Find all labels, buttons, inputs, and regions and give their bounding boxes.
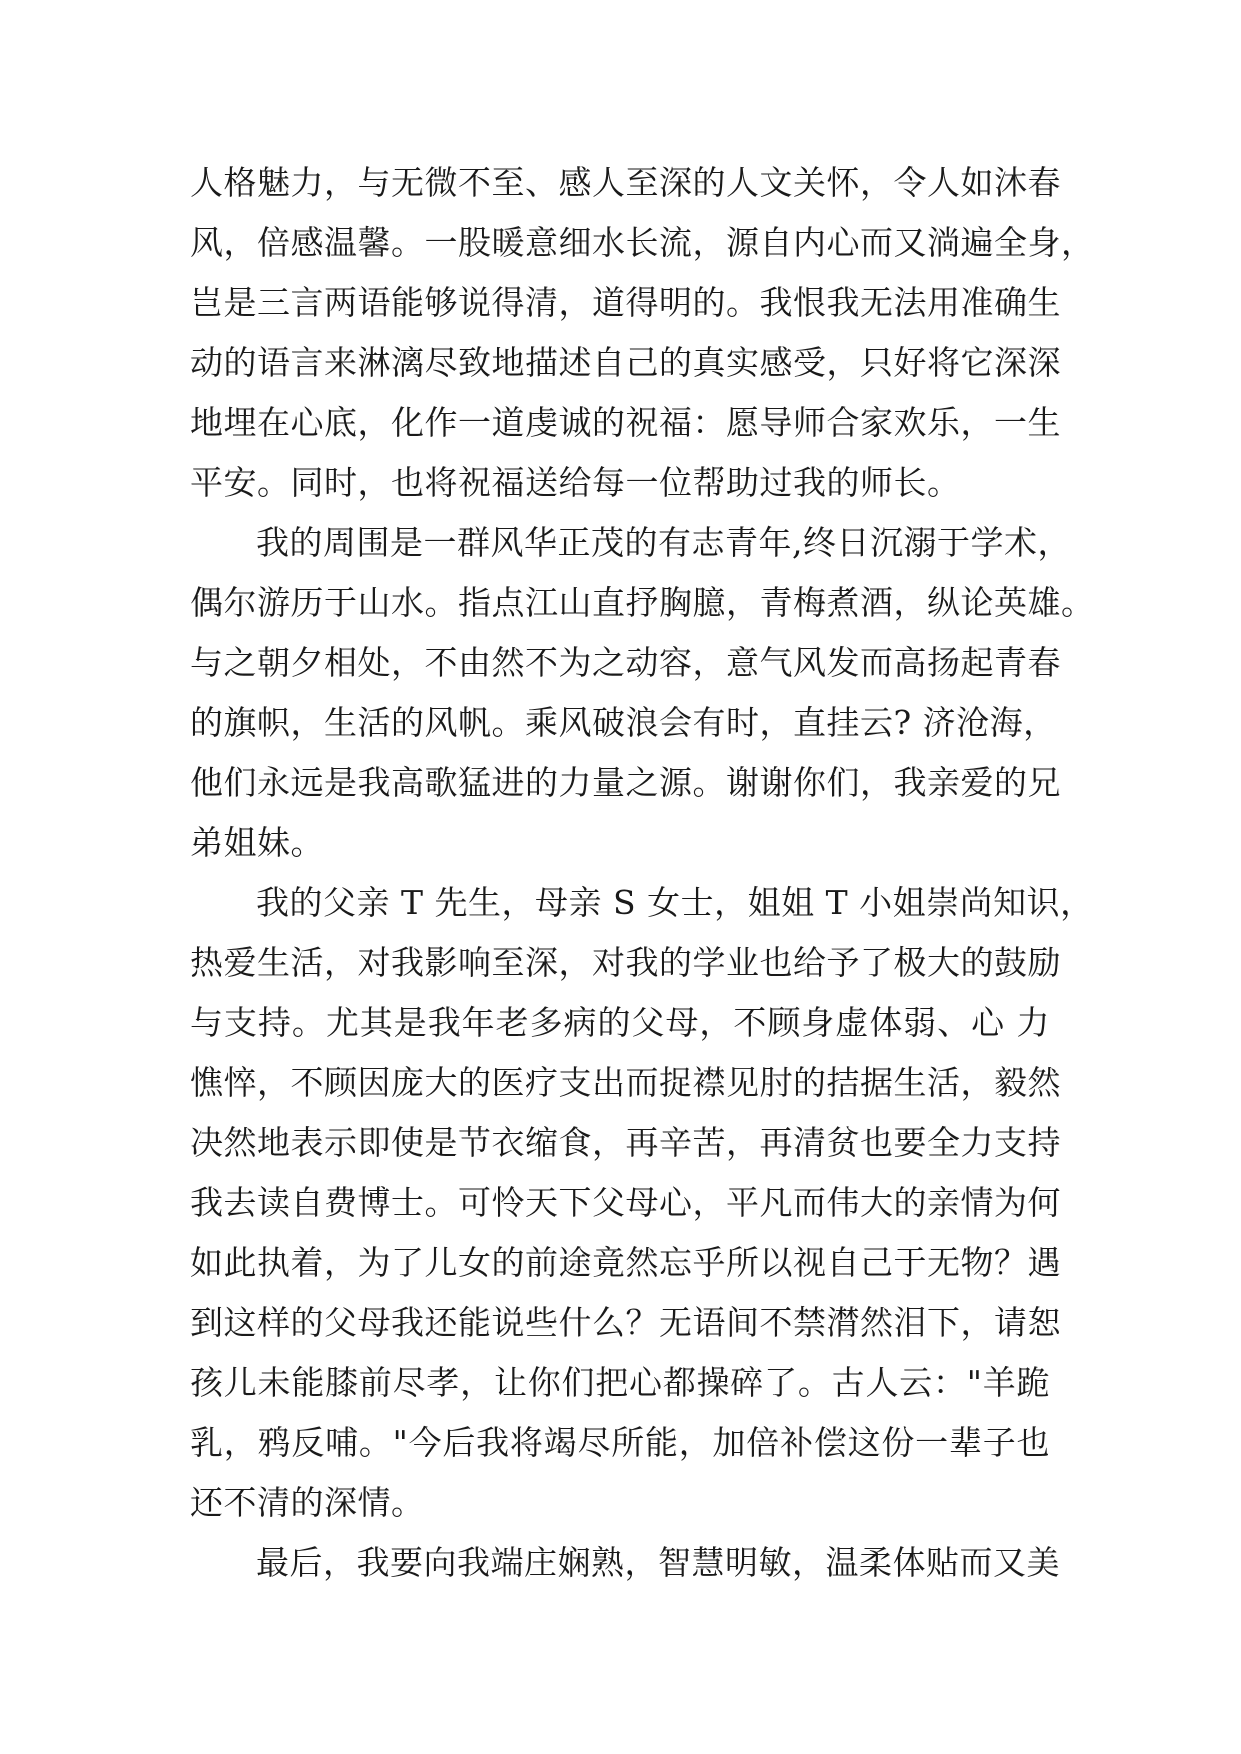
text-line: 动的语言来淋漓尽致地描述自己的真实感受，只好将它深深 (190, 343, 1061, 382)
text-line: 人格魅力，与无微不至、感人至深的人文关怀，令人如沐春 (190, 163, 1061, 202)
text-line: 地埋在心底，化作一道虔诚的祝福：愿导师合家欢乐，一生 (190, 403, 1061, 442)
text-line: 如此执着，为了儿女的前途竟然忘乎所以视自己于无物？遇 (190, 1243, 1061, 1282)
text-line: 与支持。尤其是我年老多病的父母，不顾身虚体弱、心 力 (190, 1003, 1050, 1042)
text-line: 的旗帜，生活的风帆。乘风破浪会有时，直挂云? 济沧海， (190, 703, 1057, 742)
text-line: 乳，鸦反哺。"今后我将竭尽所能，加倍补偿这份一辈子也 (190, 1423, 1050, 1462)
text-line: 偶尔游历于山水。指点江山直抒胸臆，青梅煮酒，纵论英雄。 (190, 583, 1095, 622)
text-line: 热爱生活，对我影响至深，对我的学业也给予了极大的鼓励 (190, 943, 1061, 982)
text-line: 孩儿未能膝前尽孝，让你们把心都操碎了。古人云："羊跪 (190, 1363, 1050, 1402)
text-line: 岂是三言两语能够说得清，道得明的。我恨我无法用准确生 (190, 283, 1061, 322)
text-line: 我去读自费博士。可怜天下父母心，平凡而伟大的亲情为何 (190, 1183, 1061, 1222)
text-line: 我的周围是一群风华正茂的有志青年,终日沉溺于学术， (256, 523, 1071, 562)
text-line: 风，倍感温馨。一股暖意细水长流，源自内心而又淌遍全身， (190, 223, 1095, 262)
text-line: 最后，我要向我端庄娴熟，智慧明敏，温柔体贴而又美 (256, 1543, 1060, 1582)
text-line: 弟姐妹。 (190, 823, 324, 862)
text-line: 我的父亲 T 先生，母亲 S 女士，姐姐 T 小姐崇尚知识， (256, 883, 1094, 922)
text-line: 到这样的父母我还能说些什么？无语间不禁潸然泪下，请恕 (190, 1303, 1061, 1342)
text-line: 与之朝夕相处，不由然不为之动容，意气风发而高扬起青春 (190, 643, 1061, 682)
text-line: 平安。同时，也将祝福送给每一位帮助过我的师长。 (190, 463, 961, 502)
text-line: 决然地表示即使是节衣缩食，再辛苦，再清贫也要全力支持 (190, 1123, 1061, 1162)
text-line: 憔悴，不顾因庞大的医疗支出而捉襟见肘的拮据生活，毅然 (190, 1063, 1061, 1102)
text-line: 还不清的深情。 (190, 1483, 425, 1522)
text-line: 他们永远是我高歌猛进的力量之源。谢谢你们，我亲爱的兄 (190, 763, 1061, 802)
